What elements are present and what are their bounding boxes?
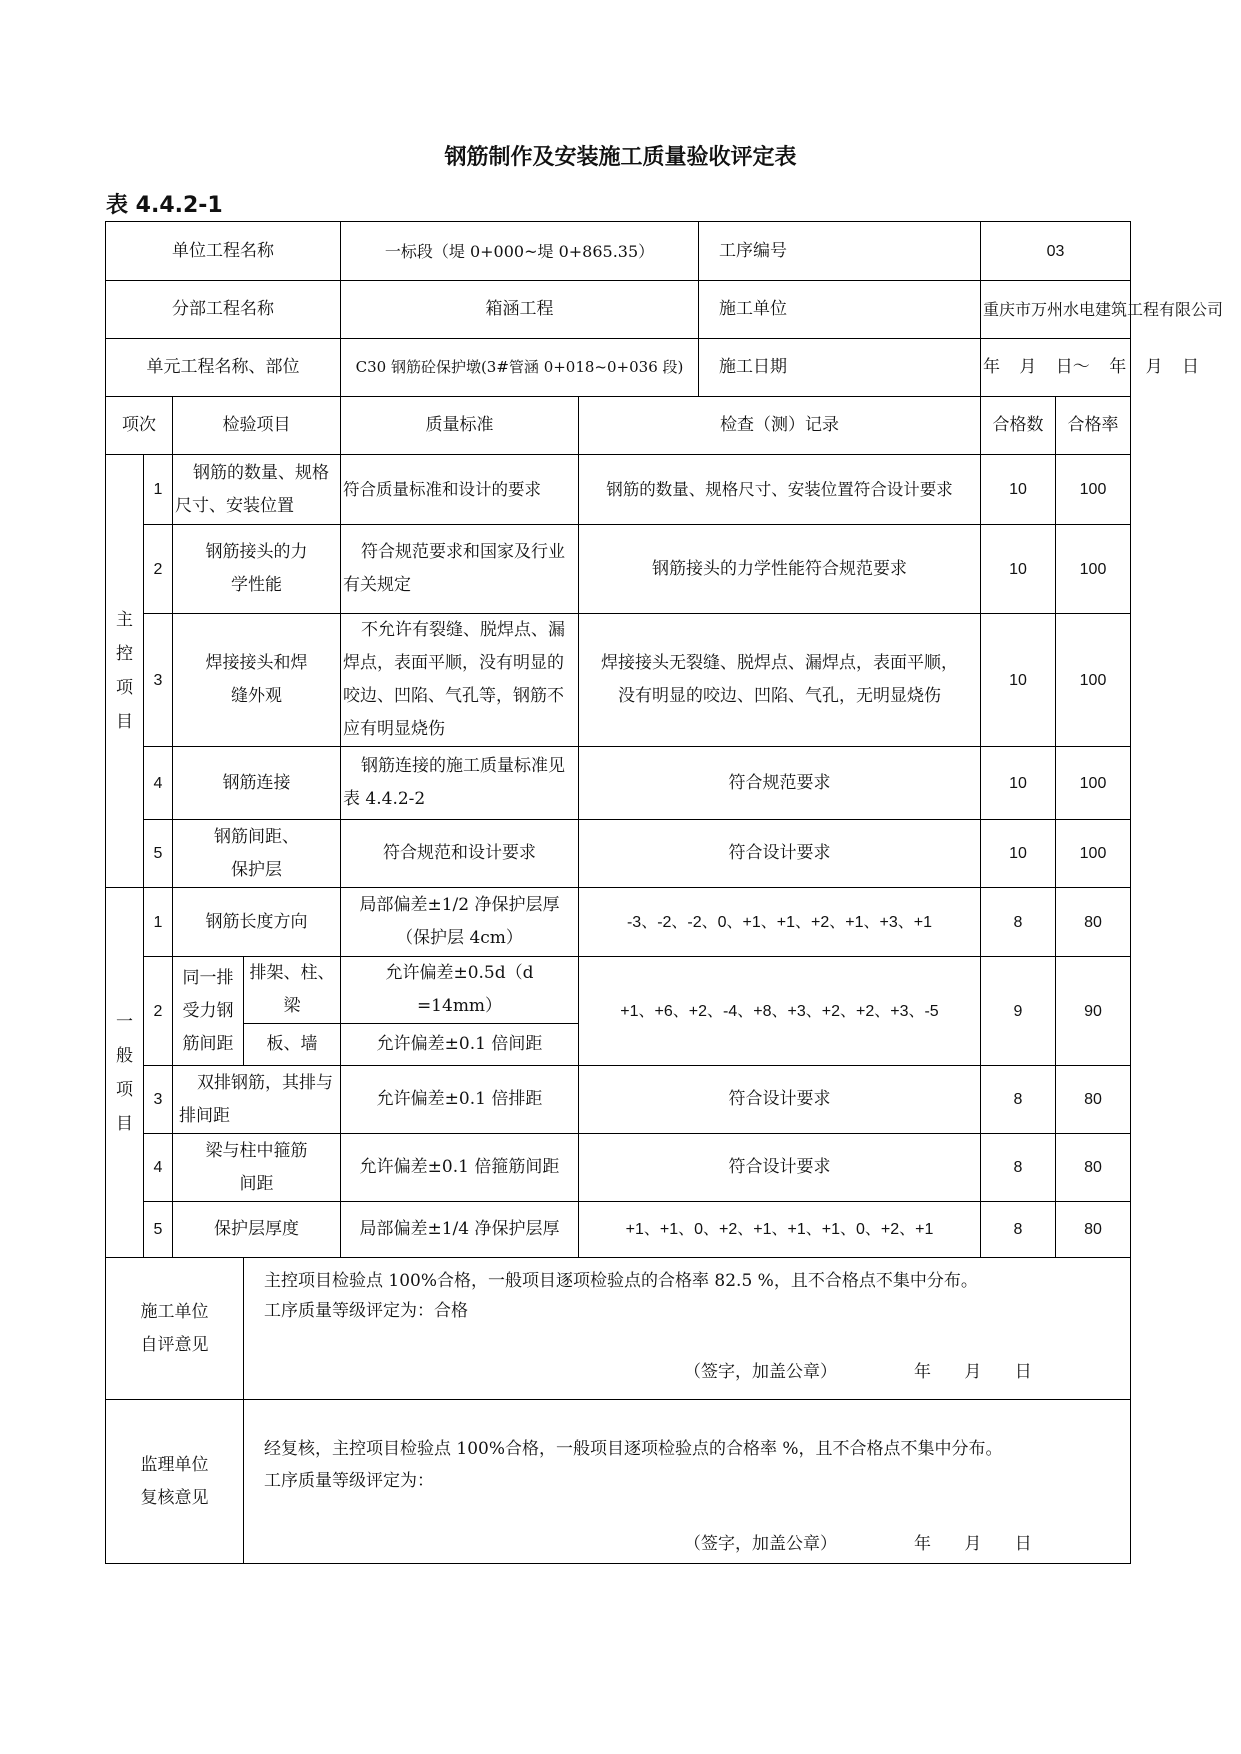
general-item-name: 梁与柱中箍筋间距 (173, 1134, 341, 1202)
general-item-record: 符合设计要求 (579, 1134, 981, 1202)
main-item-record: 钢筋接头的力学性能符合规范要求 (579, 525, 981, 614)
main-item-standard: 符合规范和设计要求 (341, 820, 579, 888)
main-item-count: 10 (981, 614, 1056, 747)
main-item-rate: 100 (1056, 614, 1131, 747)
main-item-standard: 不允许有裂缝、脱焊点、漏焊点，表面平顺，没有明显的咬边、凹陷、气孔等，钢筋不应有明显烧伤 (341, 614, 579, 747)
col-item: 项次 (106, 397, 173, 455)
general-item-name: 同一排受力钢筋间距 (173, 957, 244, 1066)
main-item-standard: 符合规范要求和国家及行业有关规定 (341, 525, 579, 614)
general-item-no: 4 (144, 1134, 173, 1202)
table-number: 表 4.4.2-1 (106, 193, 223, 218)
general-item-count: 8 (981, 1066, 1056, 1134)
general-sub-item: 板、墙 (244, 1024, 341, 1066)
main-item-standard: 钢筋连接的施工质量标准见表 4.4.2-2 (341, 747, 579, 820)
contractor-opinion-body (244, 1258, 1131, 1400)
general-group-label: 一般项目 (106, 888, 144, 1258)
main-item-no: 3 (144, 614, 173, 747)
supervisor-opinion-body (244, 1400, 1131, 1564)
general-item-no: 2 (144, 957, 173, 1066)
col-check-item: 检验项目 (173, 397, 341, 455)
general-item-record: 符合设计要求 (579, 1066, 981, 1134)
main-item-count: 10 (981, 820, 1056, 888)
process-no-label: 工序编号 (699, 222, 981, 281)
general-item-rate: 80 (1056, 1134, 1131, 1202)
general-sub-item: 排架、柱、梁 (244, 957, 341, 1024)
supervisor-sign: （签字，加盖公章） (684, 1534, 837, 1554)
general-item-record: +1、+1、0、+2、+1、+1、+1、0、+2、+1 (579, 1202, 981, 1258)
main-item-name: 钢筋的数量、规格尺寸、安装位置 (173, 455, 341, 525)
main-item-no: 5 (144, 820, 173, 888)
main-item-count: 10 (981, 525, 1056, 614)
general-item-count: 9 (981, 957, 1056, 1066)
general-item-no: 3 (144, 1066, 173, 1134)
contractor-value: 重庆市万州水电建筑工程有限公司 (981, 281, 1131, 339)
main-item-name: 钢筋间距、保护层 (173, 820, 341, 888)
main-item-no: 4 (144, 747, 173, 820)
general-item-rate: 80 (1056, 1066, 1131, 1134)
quality-acceptance-form (105, 221, 1224, 1564)
supervisor-sign-date: 年 月 日 (914, 1534, 1032, 1554)
main-item-record: 符合规范要求 (579, 747, 981, 820)
main-item-standard: 符合质量标准和设计的要求 (341, 455, 579, 525)
contractor-sign-date: 年 月 日 (914, 1362, 1032, 1382)
main-item-name: 钢筋接头的力学性能 (173, 525, 341, 614)
general-item-name: 双排钢筋，其排与排间距 (173, 1066, 341, 1134)
general-item-no: 1 (144, 888, 173, 957)
general-item-count: 8 (981, 888, 1056, 957)
main-item-record: 钢筋的数量、规格尺寸、安装位置符合设计要求 (579, 455, 981, 525)
general-item-standard: 局部偏差±1/4 净保护层厚 (341, 1202, 579, 1258)
contractor-label: 施工单位 (699, 281, 981, 339)
general-item-rate: 80 (1056, 1202, 1131, 1258)
general-item-standard: 局部偏差±1/2 净保护层厚（保护层 4cm） (341, 888, 579, 957)
main-group-label: 主控项目 (106, 455, 144, 888)
contractor-sign: （签字，加盖公章） (684, 1362, 837, 1382)
general-item-standard: 允许偏差±0.1 倍排距 (341, 1066, 579, 1134)
main-item-name: 焊接接头和焊缝外观 (173, 614, 341, 747)
division-value: 箱涵工程 (341, 281, 699, 339)
contractor-opinion-label: 施工单位自评意见 (106, 1258, 244, 1400)
supervisor-opinion-line1: 经复核，主控项目检验点 100%合格，一般项目逐项检验点的合格率 %，且不合格点不集中分布。 (264, 1439, 1003, 1459)
main-item-rate: 100 (1056, 747, 1131, 820)
general-item-rate: 80 (1056, 888, 1131, 957)
form-title: 钢筋制作及安装施工质量验收评定表 (444, 145, 797, 170)
supervisor-opinion-line2: 工序质量等级评定为： (264, 1471, 434, 1491)
general-sub-standard: 允许偏差±0.1 倍间距 (341, 1024, 579, 1066)
main-item-record: 符合设计要求 (579, 820, 981, 888)
general-item-standard: 允许偏差±0.1 倍箍筋间距 (341, 1134, 579, 1202)
unit-element-value: C30 钢筋砼保护墩(3#管涵 0+018~0+036 段) (341, 339, 699, 397)
main-item-record: 焊接接头无裂缝、脱焊点、漏焊点，表面平顺，没有明显的咬边、凹陷、气孔，无明显烧伤 (579, 614, 981, 747)
main-item-name: 钢筋连接 (173, 747, 341, 820)
process-no-value: 03 (981, 222, 1131, 281)
general-item-count: 8 (981, 1134, 1056, 1202)
general-item-count: 8 (981, 1202, 1056, 1258)
col-standard: 质量标准 (341, 397, 579, 455)
general-item-record: +1、+6、+2、-4、+8、+3、+2、+2、+3、-5 (579, 957, 981, 1066)
main-item-rate: 100 (1056, 525, 1131, 614)
supervisor-opinion-label: 监理单位复核意见 (106, 1400, 244, 1564)
general-item-record: -3、-2、-2、0、+1、+1、+2、+1、+3、+1 (579, 888, 981, 957)
main-item-count: 10 (981, 747, 1056, 820)
general-item-no: 5 (144, 1202, 173, 1258)
main-item-count: 10 (981, 455, 1056, 525)
general-item-name: 钢筋长度方向 (173, 888, 341, 957)
date-label: 施工日期 (699, 339, 981, 397)
general-sub-standard: 允许偏差±0.5d（d=14mm） (341, 957, 579, 1024)
unit-project-value: 一标段（堤 0+000~堤 0+865.35） (341, 222, 699, 281)
unit-project-label: 单位工程名称 (106, 222, 341, 281)
unit-element-label: 单元工程名称、部位 (106, 339, 341, 397)
main-item-rate: 100 (1056, 455, 1131, 525)
general-item-rate: 90 (1056, 957, 1131, 1066)
division-label: 分部工程名称 (106, 281, 341, 339)
contractor-opinion-line1: 主控项目检验点 100%合格，一般项目逐项检验点的合格率 82.5 %，且不合格点不集中分布。 (264, 1271, 978, 1291)
col-pass-rate: 合格率 (1056, 397, 1131, 455)
general-item-name: 保护层厚度 (173, 1202, 341, 1258)
main-item-no: 1 (144, 455, 173, 525)
main-item-no: 2 (144, 525, 173, 614)
main-item-rate: 100 (1056, 820, 1131, 888)
col-record: 检查（测）记录 (579, 397, 981, 455)
col-pass-count: 合格数 (981, 397, 1056, 455)
contractor-opinion-line2: 工序质量等级评定为：合格 (264, 1301, 468, 1321)
date-value: 年 月 日～ 年 月 日 (981, 339, 1131, 397)
